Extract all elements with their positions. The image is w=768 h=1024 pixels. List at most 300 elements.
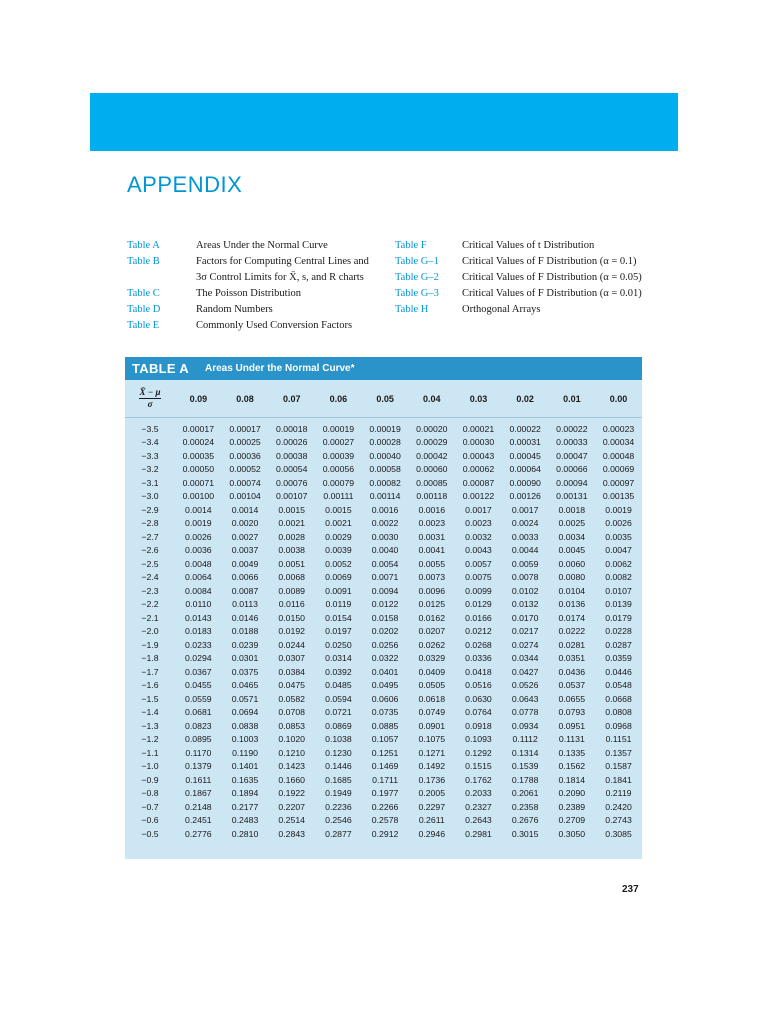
z-value-cell: −0.8 [141, 788, 159, 799]
column-header: 0.00 [609, 393, 628, 404]
z-formula-numerator: X̄ − μ [139, 387, 161, 397]
column-header: 0.06 [329, 393, 348, 404]
z-column-header [125, 388, 175, 409]
table-cell: 0.0838 [231, 720, 259, 731]
table-cell: 0.2061 [511, 788, 539, 799]
table-cell: 0.1635 [231, 774, 259, 785]
toc-title: Commonly Used Conversion Factors [196, 320, 353, 331]
table-cell: 0.0014 [231, 504, 259, 515]
table-cell: 0.0139 [605, 599, 632, 610]
table-cell: 0.2578 [371, 815, 399, 826]
table-cell: 0.0045 [558, 545, 586, 556]
table-row [125, 692, 642, 706]
toc-item-table-h [395, 302, 675, 318]
z-value-cell: −3.0 [141, 491, 159, 502]
table-cell: 0.00027 [322, 437, 355, 448]
table-row [125, 557, 642, 571]
table-cell: 0.00135 [602, 491, 635, 502]
table-cell: 0.2514 [278, 815, 305, 826]
normal-curve-table [125, 357, 642, 859]
toc-title [196, 254, 377, 286]
table-cell: 0.0087 [231, 585, 259, 596]
table-cell: 0.00025 [229, 437, 261, 448]
table-cell: 0.0694 [231, 707, 259, 718]
z-value-cell: −2.3 [141, 585, 159, 596]
table-cell: 0.00045 [509, 450, 541, 461]
table-cell: 0.1292 [465, 747, 492, 758]
table-cell: 0.0256 [371, 639, 399, 650]
table-cell: 0.00017 [229, 423, 261, 434]
table-cell: 0.3085 [605, 828, 632, 839]
table-cell: 0.0040 [371, 545, 399, 556]
table-cell: 0.0885 [371, 720, 399, 731]
table-cell: 0.00066 [556, 464, 588, 475]
table-cell: 0.0021 [325, 518, 352, 529]
table-cell: 0.2709 [558, 815, 586, 826]
z-value-cell: −1.4 [141, 707, 159, 718]
table-cell: 0.0808 [605, 707, 632, 718]
table-cell: 0.1949 [325, 788, 352, 799]
table-cell: 0.0202 [371, 626, 399, 637]
table-cell: 0.0026 [605, 518, 632, 529]
table-cell: 0.2327 [465, 801, 492, 812]
table-cell: 0.00034 [602, 437, 635, 448]
table-cell: 0.0091 [325, 585, 352, 596]
appendix-title: APPENDIX [127, 172, 243, 197]
table-cell: 0.0019 [605, 504, 632, 515]
table-cell: 0.0146 [231, 612, 259, 623]
table-cell: 0.0668 [605, 693, 632, 704]
table-cell: 0.00029 [416, 437, 448, 448]
table-cell: 0.1038 [325, 734, 352, 745]
table-cell: 0.0069 [325, 572, 352, 583]
z-value-cell: −2.1 [141, 612, 159, 623]
table-cell: 0.1841 [605, 774, 632, 785]
table-cell: 0.2090 [558, 788, 586, 799]
table-cell: 0.00122 [462, 491, 495, 502]
toc-item-table-g2 [395, 270, 675, 286]
table-cell: 0.0495 [371, 680, 399, 691]
table-cell: 0.2005 [418, 788, 446, 799]
table-cell: 0.0162 [418, 612, 446, 623]
table-cell: 0.00048 [602, 450, 635, 461]
table-cell: 0.0094 [371, 585, 399, 596]
table-cell: 0.00038 [276, 450, 308, 461]
table-cell: 0.0895 [185, 734, 212, 745]
toc-label: Table A [127, 240, 160, 251]
table-cell: 0.1075 [418, 734, 446, 745]
table-cell: 0.0055 [418, 558, 446, 569]
table-cell: 0.0351 [558, 653, 586, 664]
table-cell: 0.0436 [558, 666, 586, 677]
z-value-cell: −0.7 [141, 801, 159, 812]
table-cell: 0.0015 [325, 504, 352, 515]
table-row [125, 490, 642, 504]
table-row [125, 503, 642, 517]
table-cell: 0.0014 [185, 504, 212, 515]
table-cell: 0.1867 [185, 788, 212, 799]
table-row [125, 800, 642, 814]
table-cell: 0.0475 [278, 680, 305, 691]
table-of-contents-left [127, 238, 377, 334]
z-value-cell: −2.6 [141, 545, 159, 556]
table-cell: 0.0044 [511, 545, 539, 556]
z-value-cell: −2.8 [141, 518, 159, 529]
table-header-bar [125, 357, 642, 380]
table-cell: 0.0901 [418, 720, 446, 731]
table-cell: 0.0016 [418, 504, 446, 515]
table-cell: 0.00126 [509, 491, 541, 502]
table-cell: 0.1170 [185, 747, 212, 758]
table-cell: 0.1492 [418, 761, 446, 772]
toc-item-table-a [127, 238, 377, 254]
table-row [125, 517, 642, 531]
table-cell: 0.2946 [418, 828, 446, 839]
table-cell: 0.0968 [605, 720, 632, 731]
table-cell: 0.0059 [511, 558, 539, 569]
table-cell: 0.0035 [605, 531, 632, 542]
table-cell: 0.1093 [465, 734, 492, 745]
toc-item-table-g3 [395, 286, 675, 302]
table-cell: 0.0485 [325, 680, 352, 691]
table-cell: 0.0582 [278, 693, 305, 704]
table-row [125, 665, 642, 679]
z-value-cell: −1.6 [141, 680, 159, 691]
table-cell: 0.0455 [185, 680, 212, 691]
table-cell: 0.0329 [418, 653, 446, 664]
table-cell: 0.2912 [371, 828, 399, 839]
toc-title: Random Numbers [196, 304, 273, 315]
table-cell: 0.0032 [465, 531, 492, 542]
table-cell: 0.0287 [605, 639, 632, 650]
table-cell: 0.2297 [418, 801, 446, 812]
table-cell: 0.00054 [276, 464, 308, 475]
z-value-cell: −3.5 [141, 423, 159, 434]
table-cell: 0.0307 [278, 653, 305, 664]
table-cell: 0.0110 [185, 599, 212, 610]
table-cell: 0.1539 [511, 761, 539, 772]
z-value-cell: −2.4 [141, 572, 159, 583]
table-cell: 0.1587 [605, 761, 632, 772]
table-row [125, 436, 642, 450]
table-cell: 0.2981 [465, 828, 492, 839]
table-cell: 0.00043 [462, 450, 495, 461]
toc-item-table-e [127, 318, 377, 334]
table-cell: 0.0017 [465, 504, 492, 515]
table-cell: 0.2776 [185, 828, 212, 839]
toc-title-line: Factors for Computing Central Lines and [196, 256, 369, 267]
table-cell: 0.00026 [276, 437, 308, 448]
column-header: 0.07 [282, 393, 301, 404]
table-cell: 0.2676 [511, 815, 539, 826]
z-value-cell: −2.0 [141, 626, 159, 637]
table-cell: 0.2643 [465, 815, 492, 826]
table-cell: 0.0427 [511, 666, 539, 677]
table-cell: 0.00069 [602, 464, 635, 475]
table-cell: 0.0314 [325, 653, 352, 664]
table-cell: 0.1131 [558, 734, 585, 745]
table-cell: 0.0025 [558, 518, 586, 529]
table-cell: 0.0031 [418, 531, 446, 542]
column-header: 0.09 [189, 393, 208, 404]
toc-label: Table E [127, 320, 160, 331]
table-cell: 0.0934 [511, 720, 539, 731]
column-header: 0.02 [516, 393, 534, 404]
z-value-cell: −2.9 [141, 504, 159, 515]
table-row [125, 773, 642, 787]
table-cell: 0.0125 [418, 599, 446, 610]
table-cell: 0.0274 [511, 639, 539, 650]
table-cell: 0.0022 [371, 518, 399, 529]
table-cell: 0.2843 [278, 828, 305, 839]
table-cell: 0.0023 [418, 518, 446, 529]
table-cell: 0.2877 [325, 828, 352, 839]
table-cell: 0.1611 [185, 774, 212, 785]
table-row [125, 787, 642, 801]
table-cell: 0.0618 [418, 693, 446, 704]
table-cell: 0.1057 [371, 734, 399, 745]
table-cell: 0.0446 [605, 666, 632, 677]
table-cell: 0.2358 [511, 801, 539, 812]
table-row [125, 733, 642, 747]
table-cell: 0.1335 [558, 747, 586, 758]
table-cell: 0.0244 [278, 639, 305, 650]
table-cell: 0.00104 [229, 491, 261, 502]
table-cell: 0.1401 [231, 761, 259, 772]
table-cell: 0.0041 [418, 545, 446, 556]
table-cell: 0.0166 [465, 612, 492, 623]
table-cell: 0.00118 [416, 491, 448, 502]
z-value-cell: −0.5 [141, 828, 159, 839]
table-cell: 0.2451 [185, 815, 212, 826]
table-row [125, 476, 642, 490]
z-value-cell: −3.1 [141, 477, 159, 488]
table-row [125, 571, 642, 585]
table-cell: 0.0853 [278, 720, 305, 731]
table-cell: 0.0080 [558, 572, 586, 583]
table-cell: 0.0066 [231, 572, 259, 583]
table-cell: 0.0375 [231, 666, 259, 677]
table-cell: 0.1814 [558, 774, 586, 785]
table-row [125, 679, 642, 693]
table-cell: 0.0778 [511, 707, 539, 718]
table-cell: 0.00074 [229, 477, 261, 488]
table-row [125, 449, 642, 463]
table-cell: 0.0606 [371, 693, 399, 704]
z-value-cell: −3.2 [141, 464, 159, 475]
table-cell: 0.1151 [605, 734, 632, 745]
table-cell: 0.0143 [185, 612, 212, 623]
table-cell: 0.00131 [556, 491, 588, 502]
toc-item-table-b [127, 254, 377, 286]
table-cell: 0.0082 [605, 572, 632, 583]
table-cell: 0.0158 [371, 612, 399, 623]
table-row [125, 827, 642, 841]
table-body [125, 418, 642, 841]
table-cell: 0.00100 [182, 491, 215, 502]
table-cell: 0.00060 [416, 464, 448, 475]
table-cell: 0.0113 [232, 599, 258, 610]
table-cell: 0.0122 [371, 599, 399, 610]
table-row [125, 422, 642, 436]
table-cell: 0.00017 [182, 423, 215, 434]
table-cell: 0.1515 [465, 761, 492, 772]
toc-title: Critical Values of F Distribution (α = 0.1) [462, 256, 637, 267]
table-cell: 0.0359 [605, 653, 632, 664]
column-header: 0.04 [423, 393, 441, 404]
table-cell: 0.0192 [278, 626, 305, 637]
toc-title-line: 3σ Control Limits for X̄, s, and R charts [196, 272, 364, 283]
column-header-row [125, 380, 642, 418]
table-cell: 0.00036 [229, 450, 261, 461]
toc-label: Table G–3 [395, 288, 439, 299]
table-cell: 0.0154 [325, 612, 352, 623]
table-row [125, 625, 642, 639]
table-cell: 0.0049 [231, 558, 259, 569]
table-cell: 0.00079 [322, 477, 355, 488]
toc-item-table-d [127, 302, 377, 318]
table-cell: 0.2743 [605, 815, 632, 826]
table-cell: 0.0183 [185, 626, 212, 637]
table-cell: 0.1446 [325, 761, 352, 772]
table-cell: 0.0028 [278, 531, 305, 542]
table-cell: 0.2266 [371, 801, 399, 812]
table-cell: 0.1230 [325, 747, 352, 758]
table-cell: 0.0281 [558, 639, 586, 650]
table-cell: 0.00022 [556, 423, 588, 434]
table-cell: 0.0107 [605, 585, 632, 596]
z-value-cell: −0.9 [141, 774, 159, 785]
toc-label: Table H [395, 304, 429, 315]
table-cell: 0.00111 [323, 491, 354, 502]
table-row [125, 544, 642, 558]
table-cell: 0.0021 [278, 518, 305, 529]
table-cell: 0.0071 [371, 572, 399, 583]
table-cell: 0.1977 [371, 788, 399, 799]
table-cell: 0.2420 [605, 801, 632, 812]
table-cell: 0.0068 [278, 572, 305, 583]
table-cell: 0.00082 [369, 477, 401, 488]
table-row [125, 746, 642, 760]
toc-label: Table F [395, 240, 427, 251]
table-cell: 0.0294 [185, 653, 212, 664]
z-value-cell: −1.3 [141, 720, 159, 731]
table-row [125, 530, 642, 544]
toc-title: Orthogonal Arrays [462, 304, 541, 315]
toc-item-table-g1 [395, 254, 675, 270]
toc-title: The Poisson Distribution [196, 288, 302, 299]
table-cell: 0.1251 [371, 747, 399, 758]
toc-title: Areas Under the Normal Curve [196, 240, 328, 251]
toc-title: Critical Values of F Distribution (α = 0.01) [462, 288, 642, 299]
table-cell: 0.0132 [511, 599, 539, 610]
table-cell: 0.0392 [325, 666, 352, 677]
table-cell: 0.0119 [325, 599, 352, 610]
table-cell: 0.0150 [278, 612, 305, 623]
table-cell: 0.0016 [371, 504, 399, 515]
table-cell: 0.0048 [185, 558, 212, 569]
table-cell: 0.0029 [325, 531, 352, 542]
table-cell: 0.0217 [511, 626, 539, 637]
table-cell: 0.00018 [276, 423, 308, 434]
table-row [125, 584, 642, 598]
table-cell: 0.0197 [325, 626, 352, 637]
z-value-cell: −1.7 [141, 666, 159, 677]
table-cell: 0.2483 [231, 815, 259, 826]
table-cell: 0.0057 [465, 558, 492, 569]
table-cell: 0.1423 [278, 761, 305, 772]
table-cell: 0.0344 [511, 653, 539, 664]
table-of-contents-right [395, 238, 675, 318]
table-cell: 0.0026 [185, 531, 212, 542]
table-cell: 0.00033 [556, 437, 588, 448]
table-cell: 0.0034 [558, 531, 586, 542]
table-cell: 0.1020 [278, 734, 305, 745]
table-cell: 0.0039 [325, 545, 352, 556]
table-cell: 0.0384 [278, 666, 305, 677]
table-cell: 0.3050 [558, 828, 586, 839]
table-cell: 0.0116 [278, 599, 305, 610]
table-cell: 0.0643 [511, 693, 539, 704]
table-cell: 0.00056 [322, 464, 355, 475]
z-value-cell: −1.0 [141, 761, 159, 772]
toc-label: Table B [127, 256, 160, 267]
z-value-cell: −1.1 [141, 747, 159, 758]
table-cell: 0.0104 [558, 585, 586, 596]
table-cell: 0.0136 [558, 599, 586, 610]
table-cell: 0.0043 [465, 545, 492, 556]
table-cell: 0.0207 [418, 626, 446, 637]
table-cell: 0.1190 [232, 747, 258, 758]
table-cell: 0.0129 [465, 599, 492, 610]
table-cell: 0.0526 [511, 680, 539, 691]
table-cell: 0.0052 [325, 558, 352, 569]
table-cell: 0.2389 [558, 801, 586, 812]
table-cell: 0.00064 [509, 464, 541, 475]
table-cell: 0.0749 [418, 707, 446, 718]
table-cell: 0.0038 [278, 545, 305, 556]
table-cell: 0.0322 [371, 653, 399, 664]
table-row [125, 598, 642, 612]
table-cell: 0.3015 [511, 828, 539, 839]
table-cell: 0.1379 [185, 761, 212, 772]
table-cell: 0.0735 [371, 707, 399, 718]
table-cell: 0.00085 [416, 477, 448, 488]
table-cell: 0.00031 [509, 437, 541, 448]
table-cell: 0.00071 [182, 477, 215, 488]
table-cell: 0.0336 [465, 653, 492, 664]
table-cell: 0.0033 [511, 531, 539, 542]
table-cell: 0.1711 [372, 774, 399, 785]
table-cell: 0.00107 [276, 491, 308, 502]
toc-item-table-c [127, 286, 377, 302]
table-cell: 0.2033 [465, 788, 492, 799]
table-row [125, 719, 642, 733]
table-cell: 0.00094 [556, 477, 588, 488]
table-cell: 0.0051 [278, 558, 305, 569]
table-cell: 0.0188 [231, 626, 259, 637]
table-cell: 0.0020 [231, 518, 259, 529]
table-cell: 0.00062 [462, 464, 495, 475]
table-cell: 0.0174 [558, 612, 586, 623]
table-cell: 0.0073 [418, 572, 446, 583]
z-formula-denominator: σ [147, 399, 153, 409]
table-row [125, 760, 642, 774]
z-value-cell: −0.6 [141, 815, 159, 826]
table-cell: 0.0869 [325, 720, 352, 731]
table-cell: 0.00058 [369, 464, 401, 475]
z-value-cell: −2.2 [141, 599, 159, 610]
